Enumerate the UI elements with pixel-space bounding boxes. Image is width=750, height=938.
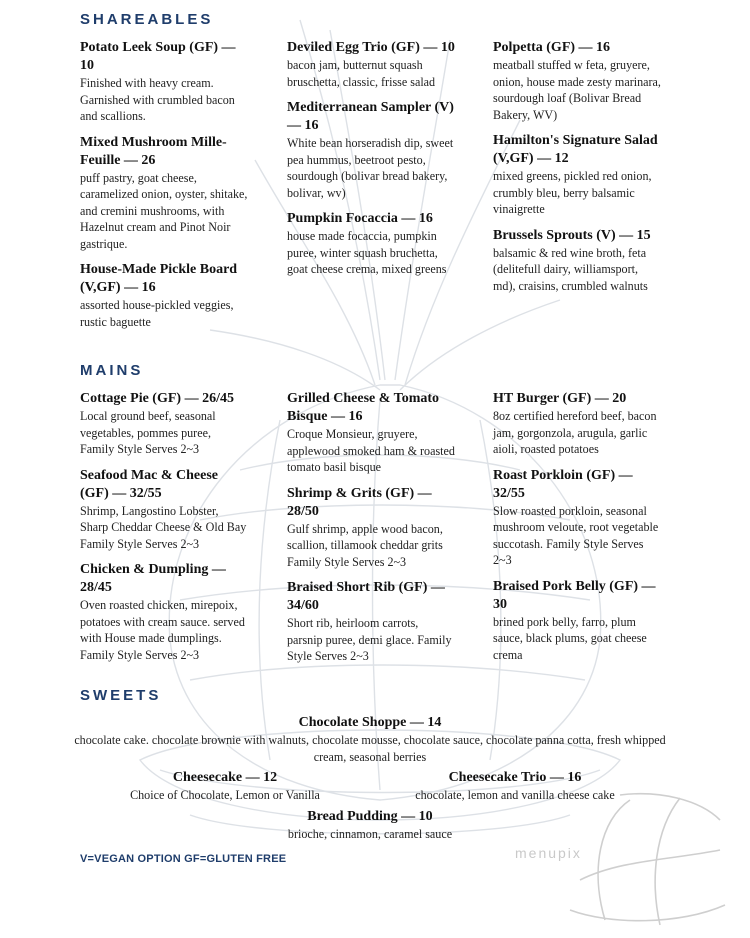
menu-item-description: Croque Monsieur, gruyere, applewood smoked ham & roasted tomato basil bisque [287,427,455,474]
shareables-grid [80,39,660,359]
dietary-legend: V=VEGAN OPTION GF=GLUTEN FREE [80,853,287,865]
sweet-item-chocolate-shoppe [70,714,670,765]
sweet-item-description: chocolate, lemon and vanilla cheese cake [415,788,615,802]
menu-item-name: Chicken & Dumpling — 28/45 [80,562,226,595]
menu-item-description: brined pork belly, farro, plum sauce, black plums, goat cheese crema [493,614,647,662]
menu-item [287,99,455,201]
menu-item-name: Potato Leek Soup (GF) — 10 [80,40,236,73]
menu-item [80,39,248,125]
menu-item-description: bacon jam, butternut squash bruschetta, classic, frisse salad [287,58,436,89]
menu-item-description: balsamic & red wine broth, feta (delitefull dairy, williamsport, md), craisins, crumbled walnuts [493,245,648,293]
section-title-sweets: SWEETS [80,687,162,704]
menu-item [287,39,455,90]
menu-item [287,390,455,476]
menu-item [287,485,455,571]
sweet-item-cheesecake [80,769,370,804]
sweet-item-name: Bread Pudding — 10 [307,808,433,824]
menu-item-description: White bean horseradish dip, sweet pea hummus, beetroot pesto, sourdough (bolivar bread bakery, bolivar, wv) [287,136,454,200]
menu-item-name: Braised Short Rib (GF) — 34/60 [287,580,445,613]
menu-item-name: Hamilton's Signature Salad (V,GF) — 12 [493,133,658,166]
menu-item-description: meatball stuffed w feta, gruyere, onion, house made zesty marinara, sourdough loaf (Bolivar Bread Bakery, WV) [493,58,661,122]
mains-column-1 [80,390,248,672]
menu-item-name: Pumpkin Focaccia — 16 [287,211,433,226]
shareables-column-3 [493,39,661,303]
mains-grid [80,390,660,690]
menu-item-description: Local ground beef, seasonal vegetables, pommes puree, Family Style Serves 2~3 [80,409,216,456]
shareables-column-1 [80,39,248,339]
menu-item-name: Roast Porkloin (GF) — 32/55 [493,467,633,501]
menu-item-name: House-Made Pickle Board (V,GF) — 16 [80,262,238,295]
menu-item-description: Short rib, heirloom carrots, parsnip puree, demi glace. Family Style Serves 2~3 [287,616,452,663]
mains-column-3 [493,390,661,672]
sweet-item-name: Cheesecake — 12 [172,770,278,785]
menu-item-description: Shrimp, Langostino Lobster, Sharp Cheddar Cheese & Old Bay Family Style Serves 2~3 [80,503,247,551]
menu-item-name: Mediterranean Sampler (V) — 16 [287,100,454,133]
menu-item-description: Oven roasted chicken, mirepoix, potatoes with cream sauce. served with House made dumplings. Family Style Serves 2~3 [80,598,245,662]
menu-item [80,134,248,253]
sweet-item-description: chocolate cake. chocolate brownie with walnuts, chocolate mousse, chocolate sauce, chocolate panna cotta, fresh whipped cream, seasonal berries [74,733,666,764]
menu-item [493,132,661,218]
menu-item [287,210,455,278]
menu-item [493,39,661,123]
h-monogram-logo [560,790,730,930]
menu-item [287,579,455,665]
menu-item-description: assorted house-pickled veggies, rustic baguette [80,298,234,329]
menu-item-description: Slow roasted porkloin, seasonal mushroom veloute, root vegetable succotash. Family Style Serves 2~3 [493,503,659,567]
section-title-mains: MAINS [80,362,144,379]
menu-item-name: Shrimp & Grits (GF) — 28/50 [287,485,432,519]
sweet-item-name: Chocolate Shoppe — 14 [298,715,442,730]
section-title-shareables: SHAREABLES [80,11,214,28]
menu-item [493,390,661,458]
menu-item-name: Brussels Sprouts (V) — 15 [493,227,651,243]
menu-item-name: Cottage Pie (GF) — 26/45 [80,391,234,406]
menu-item [493,467,661,569]
menu-item [80,261,248,330]
menu-item-name: Seafood Mac & Cheese (GF) — 32/55 [80,467,219,501]
mains-column-2 [287,390,455,674]
menu-item-name: Mixed Mushroom Mille-Feuille — 26 [80,134,227,168]
menu-item-description: mixed greens, pickled red onion, crumbly bleu, berry balsamic vinaigrette [493,169,652,216]
sweet-item-description: Choice of Chocolate, Lemon or Vanilla [130,788,320,802]
menupix-watermark: menupix [515,845,582,861]
menu-item-description: puff pastry, goat cheese, caramelized onion, oyster, shitake, and cremini mushrooms, with Hazelnut cream and Pinot Noir gastrique. [80,170,248,251]
menu-item-name: Grilled Cheese & Tomato Bisque — 16 [287,391,440,424]
menu-item-description: 8oz certified hereford beef, bacon jam, gorgonzola, arugula, garlic aioli, roasted potatoes [493,409,657,456]
menu-item-name: HT Burger (GF) — 20 [493,391,627,406]
menu-item [80,390,248,458]
menu-item-description: Finished with heavy cream. Garnished with crumbled bacon and scallions. [80,76,235,123]
menu-item [493,227,661,295]
menu-item [80,561,248,663]
shareables-column-2 [287,39,455,287]
menu-item [80,467,248,553]
menu-item-name: Deviled Egg Trio (GF) — 10 [287,40,455,55]
menu-item-name: Polpetta (GF) — 16 [493,40,611,55]
menu-item-description: Gulf shrimp, apple wood bacon, scallion, tillamook cheddar grits Family Style Serves 2~3 [287,521,443,569]
sweet-item-name: Cheesecake Trio — 16 [448,770,582,785]
sweet-item-description: brioche, cinnamon, caramel sauce [287,826,453,841]
menu-item-name: Braised Pork Belly (GF) — 30 [493,578,656,612]
menu-item [493,578,661,664]
menu-item-description: house made focaccia, pumpkin puree, winter squash bruchetta, goat cheese crema, mixed greens [287,229,447,276]
